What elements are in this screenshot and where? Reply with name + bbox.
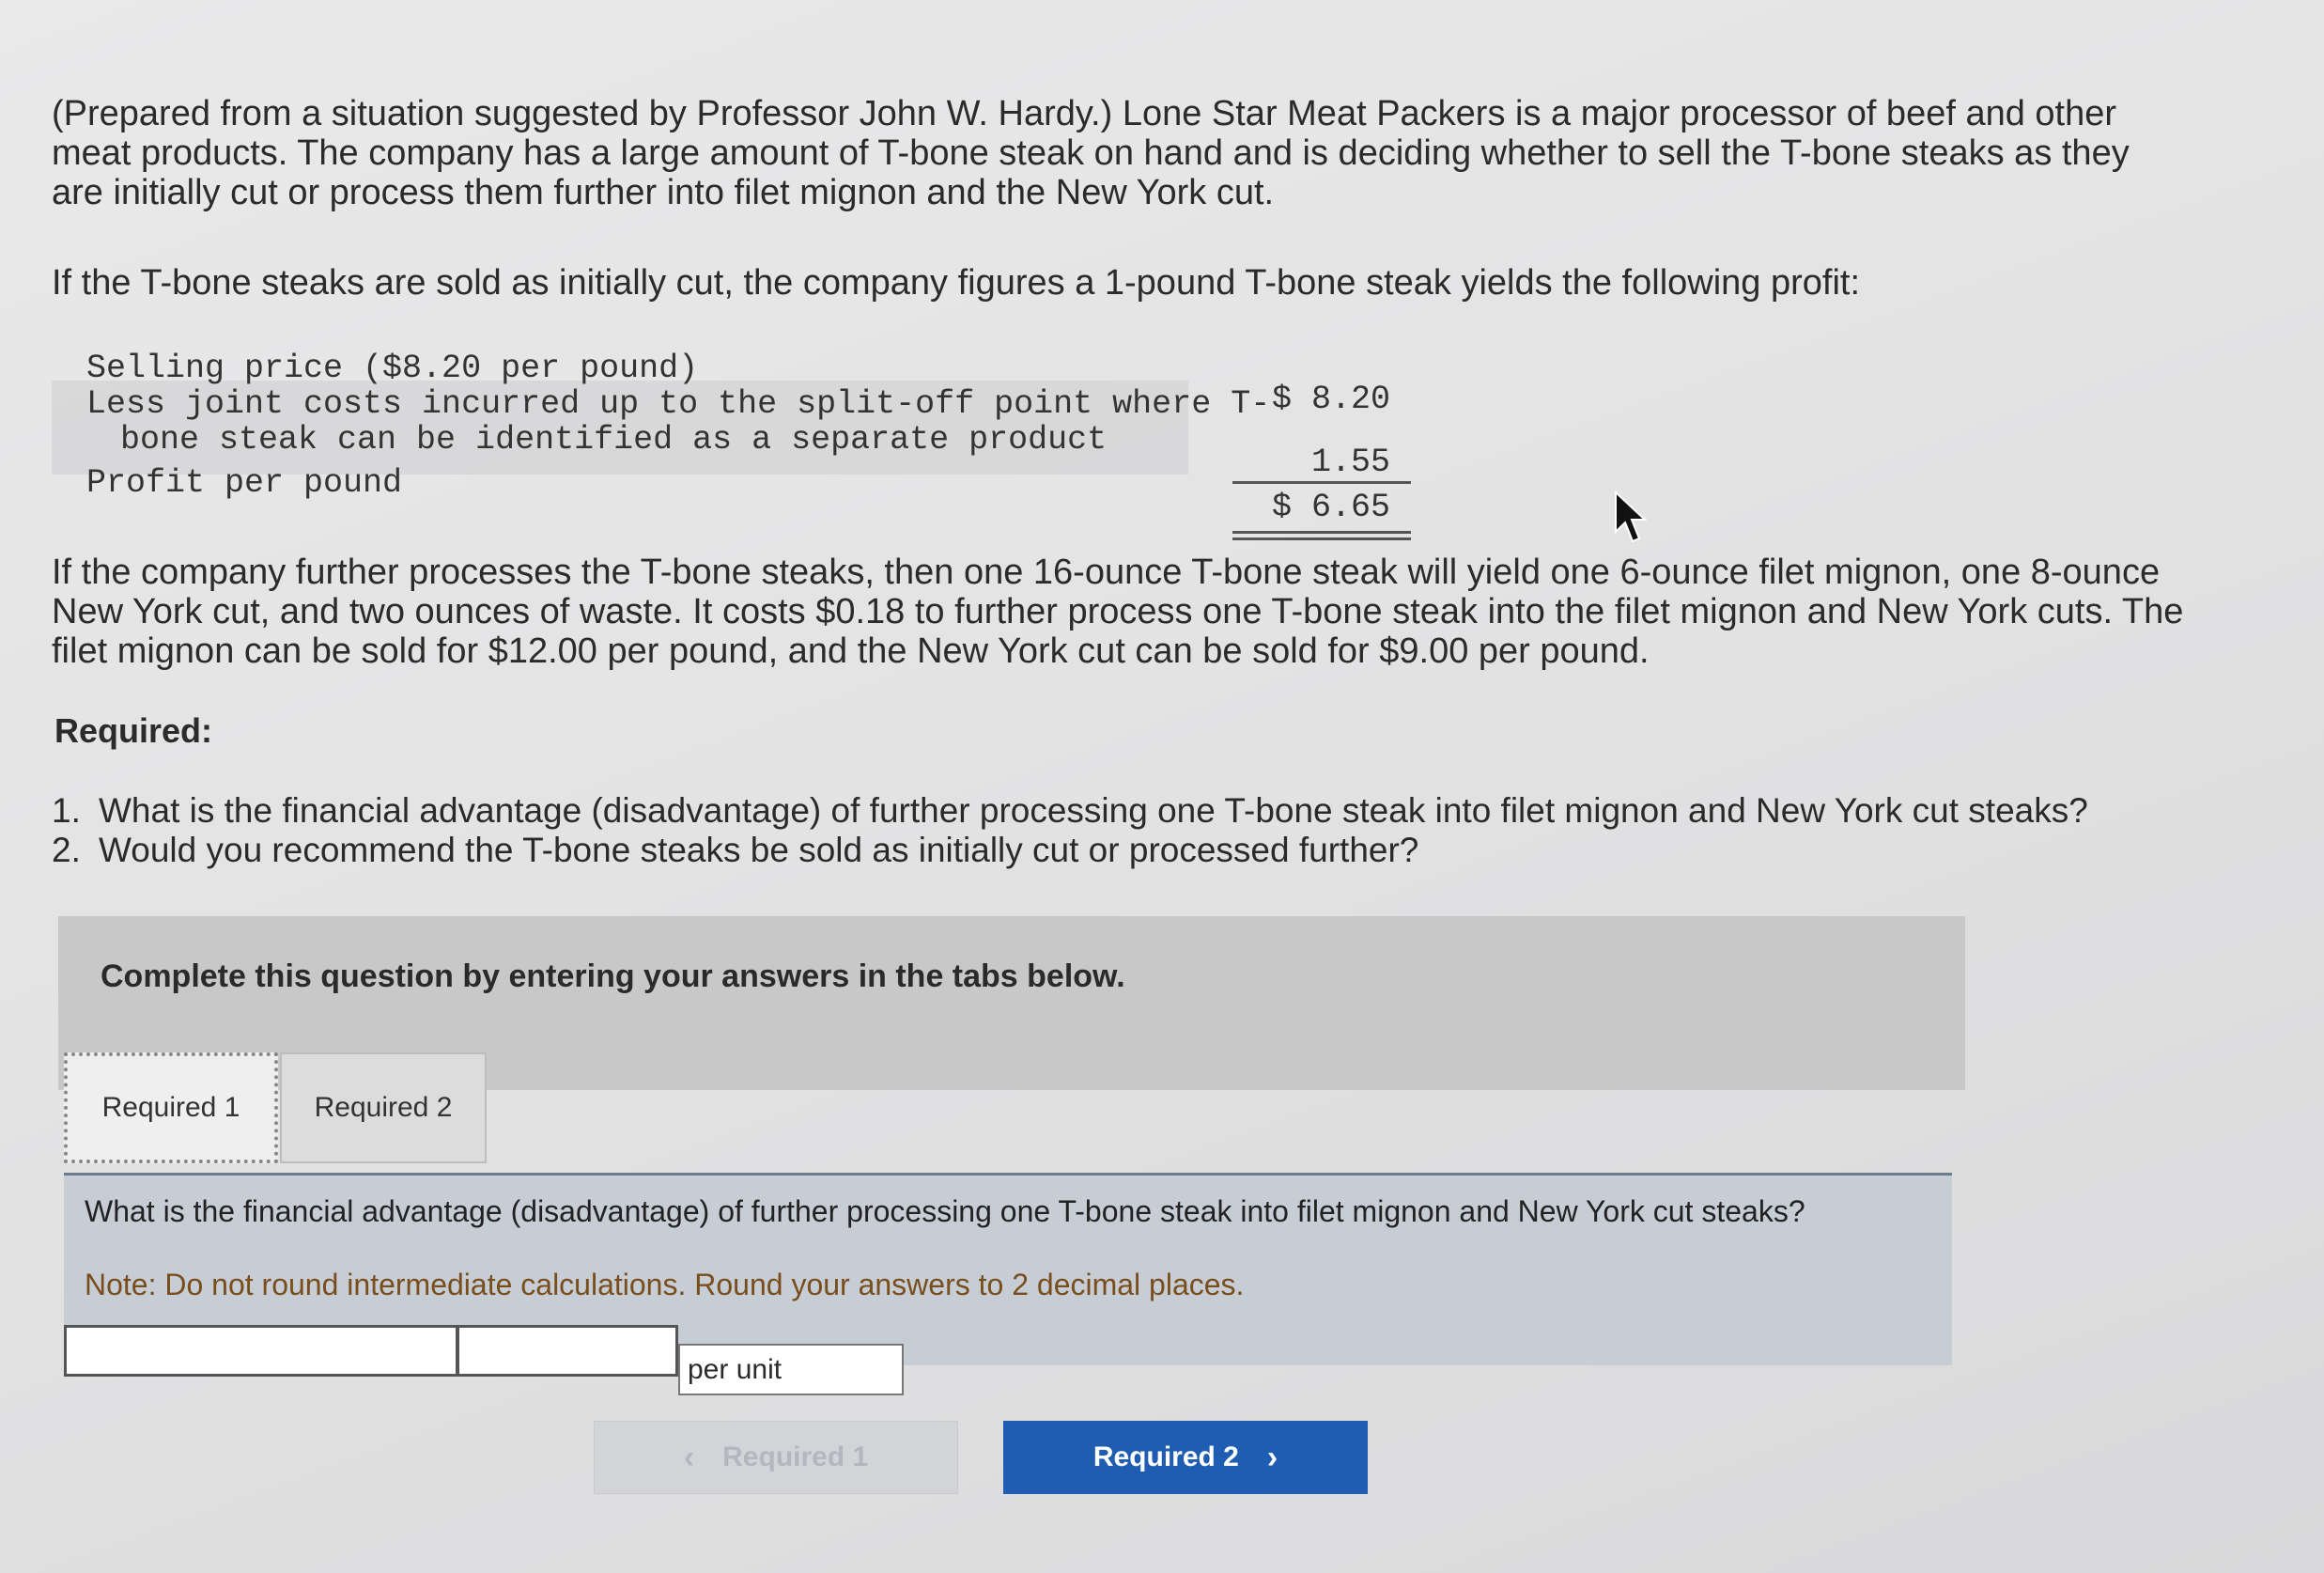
answer-amount-input[interactable] bbox=[457, 1325, 678, 1377]
further-processing-paragraph bbox=[52, 553, 2212, 671]
list-item bbox=[52, 831, 2088, 870]
subtotal-rule bbox=[1232, 481, 1411, 484]
intro-paragraph bbox=[52, 94, 2203, 212]
required-list bbox=[52, 791, 2088, 870]
joint-costs-value: 1.55 bbox=[1310, 444, 1390, 481]
joint-costs-label-line2: bone steak can be identified as a separate product bbox=[120, 421, 1108, 459]
list-item-text: What is the financial advantage (disadvantage) of further processing one T-bone steak into filet mignon and New York cut steaks? bbox=[99, 791, 2088, 830]
list-item bbox=[52, 791, 2088, 831]
selling-price-label: Selling price ($8.20 per pound) bbox=[86, 350, 699, 387]
next-tab-button-label: Required 2 bbox=[1092, 1441, 1239, 1472]
further-line: If the company further processes the T-bone steaks, then one 16-ounce T-bone steak will yield one 6-ounce filet mignon, one 8-ounce bbox=[52, 553, 2161, 592]
list-item-number: 2. bbox=[52, 831, 81, 869]
total-double-rule-bottom bbox=[1232, 537, 1411, 540]
previous-tab-button-label: Required 1 bbox=[722, 1441, 869, 1472]
profit-per-pound-value: $ 6.65 bbox=[1271, 489, 1390, 526]
list-item-number: 1. bbox=[52, 791, 81, 830]
required-heading: Required: bbox=[54, 711, 213, 750]
joint-costs-label-line1: Less joint costs incurred up to the split-off point where T- bbox=[86, 385, 1271, 423]
further-line: New York cut, and two ounces of waste. It costs $0.18 to further process one T-bone steak into the filet mignon and New York cuts. The bbox=[52, 592, 2184, 631]
previous-tab-button[interactable] bbox=[594, 1421, 958, 1494]
tab-label: Required 1 bbox=[101, 1092, 240, 1123]
tab-label: Required 2 bbox=[314, 1092, 453, 1123]
next-tab-button[interactable] bbox=[1003, 1421, 1368, 1494]
intro-line: meat products. The company has a large amount of T-bone steak on hand and is deciding whether to sell the T-bone steaks as they bbox=[52, 133, 2130, 173]
answer-label-dropdown[interactable] bbox=[64, 1325, 458, 1377]
profit-per-pound-label: Profit per pound bbox=[86, 464, 403, 502]
intro-line: (Prepared from a situation suggested by Professor John W. Hardy.) Lone Star Meat Packers is a major processor of beef and other bbox=[52, 94, 2117, 133]
yield-intro-text: If the T-bone steaks are sold as initially cut, the company figures a 1-pound T-bone steak yields the following profit: bbox=[52, 263, 1861, 303]
list-item-text: Would you recommend the T-bone steaks be sold as initially cut or processed further? bbox=[99, 831, 1419, 869]
intro-line: are initially cut or process them further into filet mignon and the New York cut. bbox=[52, 173, 1275, 212]
further-line: filet mignon can be sold for $12.00 per pound, and the New York cut can be sold for $9.00 per pound. bbox=[52, 631, 1650, 671]
instruction-text: Complete this question by entering your answers in the tabs below. bbox=[101, 958, 1125, 994]
tab-required-1[interactable] bbox=[64, 1052, 278, 1163]
total-double-rule-top bbox=[1232, 531, 1411, 534]
chevron-right-icon: › bbox=[1266, 1439, 1278, 1475]
panel-question-text: What is the financial advantage (disadvantage) of further processing one T-bone steak into filet mignon and New York cut steaks? bbox=[85, 1194, 1805, 1228]
mouse-pointer-icon bbox=[1614, 491, 1648, 545]
selling-price-value: $ 8.20 bbox=[1271, 381, 1390, 418]
unit-label: per unit bbox=[678, 1344, 904, 1395]
chevron-left-icon: ‹ bbox=[683, 1439, 695, 1475]
panel-note-text: Note: Do not round intermediate calculations. Round your answers to 2 decimal places. bbox=[85, 1268, 1245, 1301]
tab-required-2[interactable] bbox=[280, 1052, 487, 1163]
